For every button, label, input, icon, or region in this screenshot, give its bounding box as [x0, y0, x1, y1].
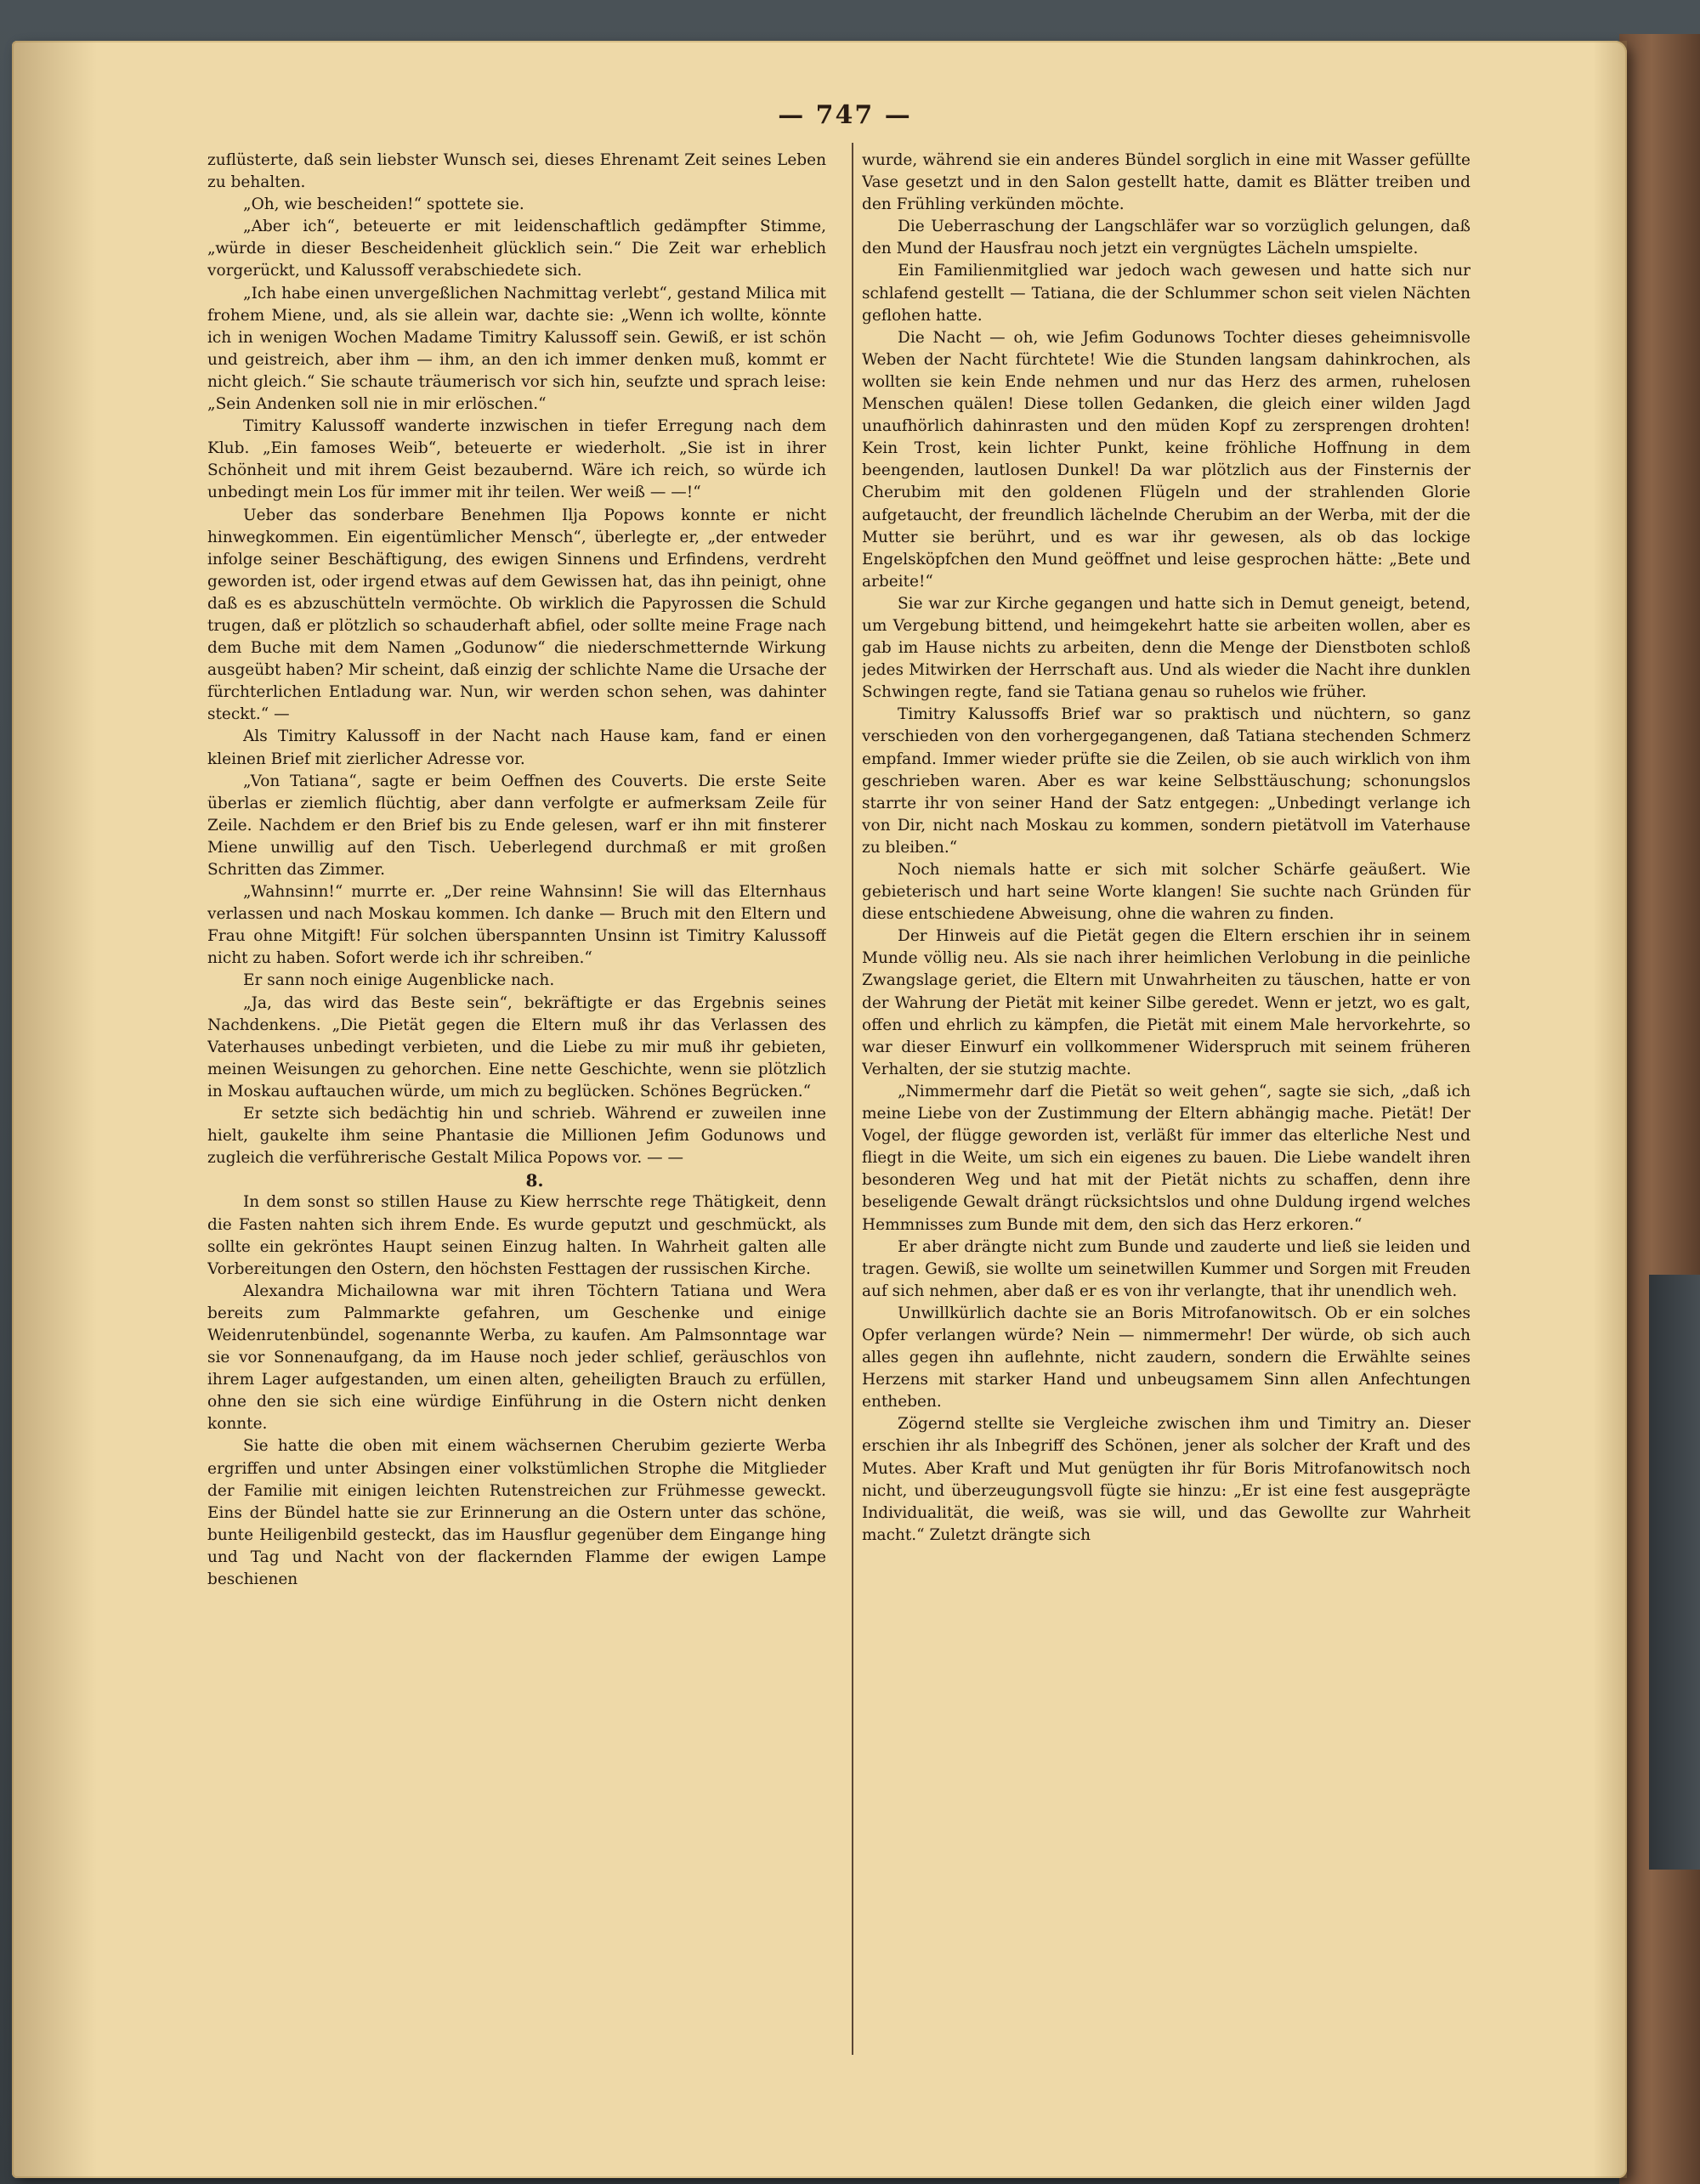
paragraph: Als Timitry Kalussoff in der Nacht nach Hause kam, fand er einen kleinen Brief mit zierlicher Adresse vor. [207, 727, 826, 768]
paragraph: Sie war zur Kirche gegangen und hatte sich in Demut geneigt, betend, um Vergebung bittend, und heimgekehrt hatte sie arbeiten wollen, aber es gab im Hause nichts zu arbeiten, denn die Menge der Dienstboten schloß jedes Mitwirken der Herrschaft aus. Und als wieder die Nacht ihre dunklen Schwingen regte, fand sie Tatiana genau so ruhelos wie früher. [862, 594, 1470, 702]
paragraph: Der Hinweis auf die Pietät gegen die Eltern erschien ihr in seinem Munde völlig neu. Als sie nach ihrer heimlichen Verlobung in die peinliche Zwangslage geriet, die Eltern mit Unwahrheiten zu täuschen, hatte er von der Wahrung der Pietät mit keiner Silbe geredet. Wenn er jetzt, wo es galt, offen und ehrlich zu kämpfen, die Pietät mit einem Male hervorkehrte, so war dieser Einwurf ein vollkommener Widerspruch mit seinem früheren Verhalten, der sie stutzig machte. [862, 927, 1470, 1078]
paragraph: „Wahnsinn!“ murrte er. „Der reine Wahnsinn! Sie will das Elternhaus verlassen und nach Moskau kommen. Ich danke — Bruch mit den Eltern und Frau ohne Mitgift! Für solchen überspannten Unsinn ist Timitry Kalussoff nicht zu haben. Sofort werde ich ihr schreiben.“ [207, 883, 826, 968]
left-column [207, 150, 826, 2062]
paragraph: Er aber drängte nicht zum Bunde und zauderte und ließ sie leiden und tragen. Gewiß, sie wollte um seinetwillen Kummer und Sorgen mit Freuden auf sich nehmen, aber daß er es von ihr verlangte, that ihr unendlich weh. [862, 1237, 1470, 1300]
paragraph: „Ich habe einen unvergeßlichen Nachmittag verlebt“, gestand Milica mit frohem Miene, und, als sie allein war, dachte sie: „Wenn ich wollte, könnte ich in wenigen Wochen Madame Timitry Kalussoff sein. Gewiß, er ist schön und geistreich, aber ihm — ihm, an den ich immer denken muß, kommt er nicht gleich.“ Sie schaute träumerisch vor sich hin, seufzte und sprach leise: „Sein Andenken soll nie in mir erlöschen.“ [207, 284, 826, 414]
page-number: — 747 — [778, 100, 912, 130]
paragraph: Sie hatte die oben mit einem wächsernen Cherubim gezierte Werba ergriffen und unter Absingen einer volkstümlichen Strophe die Mitglieder der Familie mit einigen leichten Rutenstreichen zur Frühmesse geweckt. Eins der Bündel hatte sie zur Erinnerung an die Ostern unter das schöne, bunte Heiligenbild gesteckt, das im Hausflur gegenüber dem Eingange hing und Tag und Nacht von der flackernden Flamme der ewigen Lampe beschienen [207, 1437, 826, 1588]
paragraph: Ueber das sonderbare Benehmen Ilja Popows konnte er nicht hinwegkommen. Ein eigentümlicher Mensch“, überlegte er, „der entweder infolge seiner Beschäftigung, des ewigen Sinnens und Erfindens, verdreht geworden ist, oder irgend etwas auf dem Gewissen hat, das ihn peinigt, ohne daß es es abzuschütteln vermöchte. Ob wirklich die Papyrossen die Schuld trugen, daß er plötzlich so schauderhaft abfiel, oder sollte meine Frage nach dem Buche mit dem Namen „Godunow“ die niederschmetternde Wirkung ausgeübt haben? Mir scheint, daß einzig der schlichte Name die Ursache der fürchterlichen Entladung war. Nun, wir werden schon sehen, was dahinter steckt.“ — [207, 506, 826, 724]
paragraph: Noch niemals hatte er sich mit solcher Schärfe geäußert. Wie gebieterisch und hart seine Worte klangen! Sie suchte nach Gründen für diese entschiedene Abweisung, ohne die wahren zu finden. [862, 861, 1470, 924]
column-divider [852, 143, 853, 2055]
paragraph: Die Nacht — oh, wie Jefim Godunows Tochter dieses geheimnisvolle Weben der Nacht fürchtete! Wie die Stunden langsam dahinkrochen, als wollten sie kein Ende nehmen und nur das Herz des armen, ruhelosen Menschen quälen! Diese tollen Gedanken, die gleich einer wilden Jagd unaufhörlich dahinrasten und den müden Kopf zu zersprengen drohten! Kein Trost, kein lichter Punkt, keine fröhliche Hoffnung in dem beengenden, lautlosen Dunkel! Da war plötzlich aus der Finsternis der Cherubim mit den goldenen Flügeln und der strahlenden Glorie aufgetaucht, der freundlich lächelnde Cherubim an der Werba, mit der die Mutter sie berührt, und es war ihr gewesen, als ob das lockige Engelsköpfchen den Mund geöffnet und leise gesprochen hätte: „Bete und arbeite!“ [862, 328, 1470, 591]
paragraph: „Aber ich“, beteuerte er mit leidenschaftlich gedämpfter Stimme, „würde in dieser Bescheidenheit glücklich sein.“ Die Zeit war erheblich vorgerückt, und Kalussoff verabschiedete sich. [207, 218, 826, 280]
paragraph: Timitry Kalussoffs Brief war so praktisch und nüchtern, so ganz verschieden von den vorhergegangenen, daß Tatiana stechenden Schmerz empfand. Immer wieder prüfte sie die Zeilen, ob sie auch wirklich von ihm geschrieben waren. Aber es war keine Selbsttäuschung; schonungslos starrte ihr von seiner Hand der Satz entgegen: „Unbedingt verlange ich von Dir, nicht nach Moskau zu kommen, sondern pietätvoll im Vaterhause zu bleiben.“ [862, 705, 1470, 857]
paragraph: Die Ueberraschung der Langschläfer war so vorzüglich gelungen, daß den Mund der Hausfrau noch jetzt ein vergnügtes Lächeln umspielte. [862, 218, 1470, 258]
paragraph: Zögernd stellte sie Vergleiche zwischen ihm und Timitry an. Dieser erschien ihr als Inbegriff des Schönen, jener als solcher der Kraft und des Mutes. Aber Kraft und Mut genügten ihr für Boris Mitrofanowitsch noch nicht, und überzeugungsvoll fügte sie hinzu: „Er ist eine fest ausgeprägte Individualität, die weiß, was sie will, und das Gewollte zur Wahrheit macht.“ Zuletzt drängte sich [862, 1415, 1470, 1544]
paragraph: Timitry Kalussoff wanderte inzwischen in tiefer Erregung nach dem Klub. „Ein famoses Weib“, beteuerte er wiederholt. „Sie ist in ihrer Schönheit und mit ihrem Geist bezaubernd. Wäre ich reich, so würde ich unbedingt mein Los für immer mit ihr teilen. Wer weiß — —!“ [207, 417, 826, 502]
chapter-heading: 8. [525, 1170, 544, 1191]
book-page [12, 41, 1627, 2178]
paragraph: „Oh, wie bescheiden!“ spottete sie. [243, 195, 524, 214]
paragraph: Er setzte sich bedächtig hin und schrieb. Während er zuweilen inne hielt, gaukelte ihm seine Phantasie die Millionen Jefim Godunows und zugleich die verführerische Gestalt Milica Popows vor. — — [207, 1105, 826, 1168]
paragraph: Ein Familienmitglied war jedoch wach gewesen und hatte sich nur schlafend gestellt — Tatiana, die der Schlummer schon seit vielen Nächten geflohen hatte. [862, 262, 1470, 325]
paragraph: zuflüsterte, daß sein liebster Wunsch sei, dieses Ehrenamt Zeit seines Leben zu behalten. [207, 151, 826, 192]
book-cover-shadow [1649, 1275, 1700, 1870]
paragraph: In dem sonst so stillen Hause zu Kiew herrschte rege Thätigkeit, denn die Fasten nahten sich ihrem Ende. Es wurde geputzt und geschmückt, als sollte ein gekröntes Haupt seinen Einzug halten. In Wahrheit galten alle Vorbereitungen den Ostern, den höchsten Festtagen der russischen Kirche. [207, 1193, 826, 1278]
paragraph: Unwillkürlich dachte sie an Boris Mitrofanowitsch. Ob er ein solches Opfer verlangen würde? Nein — nimmermehr! Der würde, ob sich auch alles gegen ihn auflehnte, nicht zaudern, sondern die Erwählte seines Herzens mit starker Hand und unbeugsamem Sinn allen Anfechtungen entheben. [862, 1304, 1470, 1412]
right-column [862, 150, 1470, 2062]
paragraph: „Ja, das wird das Beste sein“, bekräftigte er das Ergebnis seines Nachdenkens. „Die Pietät gegen die Eltern muß ihr das Verlassen des Vaterhauses unbedingt verbieten, und die Liebe zu mir muß ihr gebieten, meinen Weisungen zu gehorchen. Eine nette Geschichte, wenn sie plötzlich in Moskau auftauchen würde, um mich zu beglücken. Schönes Begrücken.“ [207, 993, 826, 1100]
paragraph: „Nimmermehr darf die Pietät so weit gehen“, sagte sie sich, „daß ich meine Liebe von der Zustimmung der Eltern abhängig mache. Pietät! Der Vogel, der flügge geworden ist, verläßt für immer das elterliche Nest und fliegt in die Weite, um sich ein eigenes zu bauen. Die Liebe wandelt ihren besonderen Weg und hat mit der Pietät nichts zu schaffen, denn ihre beseligende Gewalt drängt rücksichtslos und ohne Duldung irgend welches Hemmnisses zum Bunde mit dem, den sich das Herz erkoren.“ [862, 1082, 1470, 1234]
paragraph: wurde, während sie ein anderes Bündel sorglich in eine mit Wasser gefüllte Vase gesetzt und in den Salon gestellt hatte, damit es Blätter treiben und den Frühling verkünden möchte. [862, 151, 1470, 214]
paragraph: „Von Tatiana“, sagte er beim Oeffnen des Couverts. Die erste Seite überlas er ziemlich flüchtig, aber dann verfolgte er aufmerksam Zeile für Zeile. Nachdem er den Brief bis zu Ende gelesen, warf er ihn mit finsterer Miene unwillig auf den Tisch. Ueberlegend durchmaß er mit großen Schritten das Zimmer. [207, 772, 826, 879]
paragraph: Er sann noch einige Augenblicke nach. [243, 971, 555, 990]
paragraph: Alexandra Michailowna war mit ihren Töchtern Tatiana und Wera bereits zum Palmmarkte gefahren, um Geschenke und einige Weidenrutenbündel, sogenannte Werba, zu kaufen. Am Palmsonntage war sie vor Sonnenaufgang, da im Hause noch jeder schlief, geräuschlos von ihrem Lager aufgestanden, um einen alten, geheiligten Brauch zu erfüllen, ohne den sie sich eine würdige Einführung in die Ostern nicht denken konnte. [207, 1282, 826, 1434]
